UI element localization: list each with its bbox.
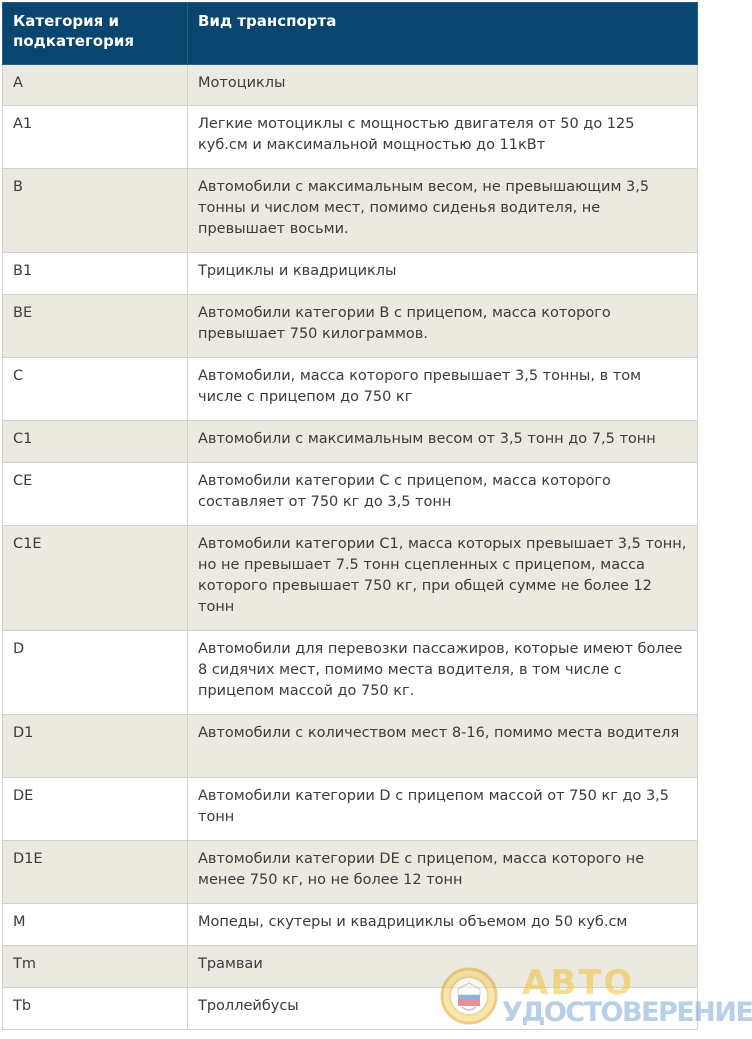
description-cell: Трициклы и квадрициклы (188, 253, 698, 295)
watermark-line2: УДОСТОВЕРЕНИЕ (502, 997, 752, 1028)
category-cell: A1 (3, 106, 188, 169)
description-cell: Автомобили категории C с прицепом, масса которого составляет от 750 кг до 3,5 тонн (188, 463, 698, 526)
table-row (3, 988, 698, 1030)
table-row (3, 946, 698, 988)
description-cell: Автомобили категории B с прицепом, масса которого превышает 750 килограммов. (188, 295, 698, 358)
table-row (3, 169, 698, 253)
description-cell: Автомобили категории D с прицепом массой от 750 кг до 3,5 тонн (188, 778, 698, 841)
category-cell: Tb (3, 988, 188, 1030)
description-cell: Троллейбусы (188, 988, 698, 1030)
category-cell: C (3, 358, 188, 421)
description-cell: Автомобили, масса которого превышает 3,5 тонны, в том числе с прицепом до 750 кг (188, 358, 698, 421)
category-cell: B1 (3, 253, 188, 295)
table-row (3, 631, 698, 715)
description-cell: Автомобили с максимальным весом от 3,5 тонн до 7,5 тонн (188, 421, 698, 463)
category-cell: D (3, 631, 188, 715)
description-cell: Автомобили с максимальным весом, не превышающим 3,5 тонны и числом мест, помимо сиденья водителя, не превышает восьми. (188, 169, 698, 253)
table-row (3, 463, 698, 526)
category-cell: A (3, 65, 188, 106)
description-cell: Автомобили категории DE с прицепом, масса которого не менее 750 кг, но не более 12 тонн (188, 841, 698, 904)
description-cell: Автомобили категории C1, масса которых превышает 3,5 тонн, но не превышает 7.5 тонн сцепленных с прицепом, масса которого превышает 750 кг, при общей сумме не более 12 тонн (188, 526, 698, 631)
description-cell: Трамваи (188, 946, 698, 988)
table-row (3, 421, 698, 463)
description-cell: Мотоциклы (188, 65, 698, 106)
category-cell: C1 (3, 421, 188, 463)
category-cell: B (3, 169, 188, 253)
description-cell: Автомобили для перевозки пассажиров, которые имеют более 8 сидячих мест, помимо места водителя, в том числе с прицепом массой до 750 кг. (188, 631, 698, 715)
category-cell: D1E (3, 841, 188, 904)
watermark-line1: АВТО (522, 963, 635, 1003)
category-cell: CE (3, 463, 188, 526)
header-vehicle-type: Вид транспорта (188, 3, 698, 65)
table-row (3, 358, 698, 421)
table-row (3, 904, 698, 946)
table-row (3, 295, 698, 358)
table-row (3, 841, 698, 904)
category-cell: C1E (3, 526, 188, 631)
description-cell: Автомобили с количеством мест 8-16, помимо места водителя (188, 715, 698, 778)
category-cell: M (3, 904, 188, 946)
license-categories-table (2, 2, 698, 1030)
category-cell: D1 (3, 715, 188, 778)
category-cell: DE (3, 778, 188, 841)
table-row (3, 106, 698, 169)
description-cell: Мопеды, скутеры и квадрициклы объемом до 50 куб.см (188, 904, 698, 946)
table-row (3, 715, 698, 778)
table-row (3, 253, 698, 295)
header-category: Категория и подкатегория (3, 3, 188, 65)
table-row (3, 526, 698, 631)
table-row (3, 778, 698, 841)
category-cell: BE (3, 295, 188, 358)
description-cell: Легкие мотоциклы с мощностью двигателя от 50 до 125 куб.см и максимальной мощностью до 11кВт (188, 106, 698, 169)
table-row (3, 65, 698, 106)
table-header-row (3, 3, 698, 65)
category-cell: Tm (3, 946, 188, 988)
